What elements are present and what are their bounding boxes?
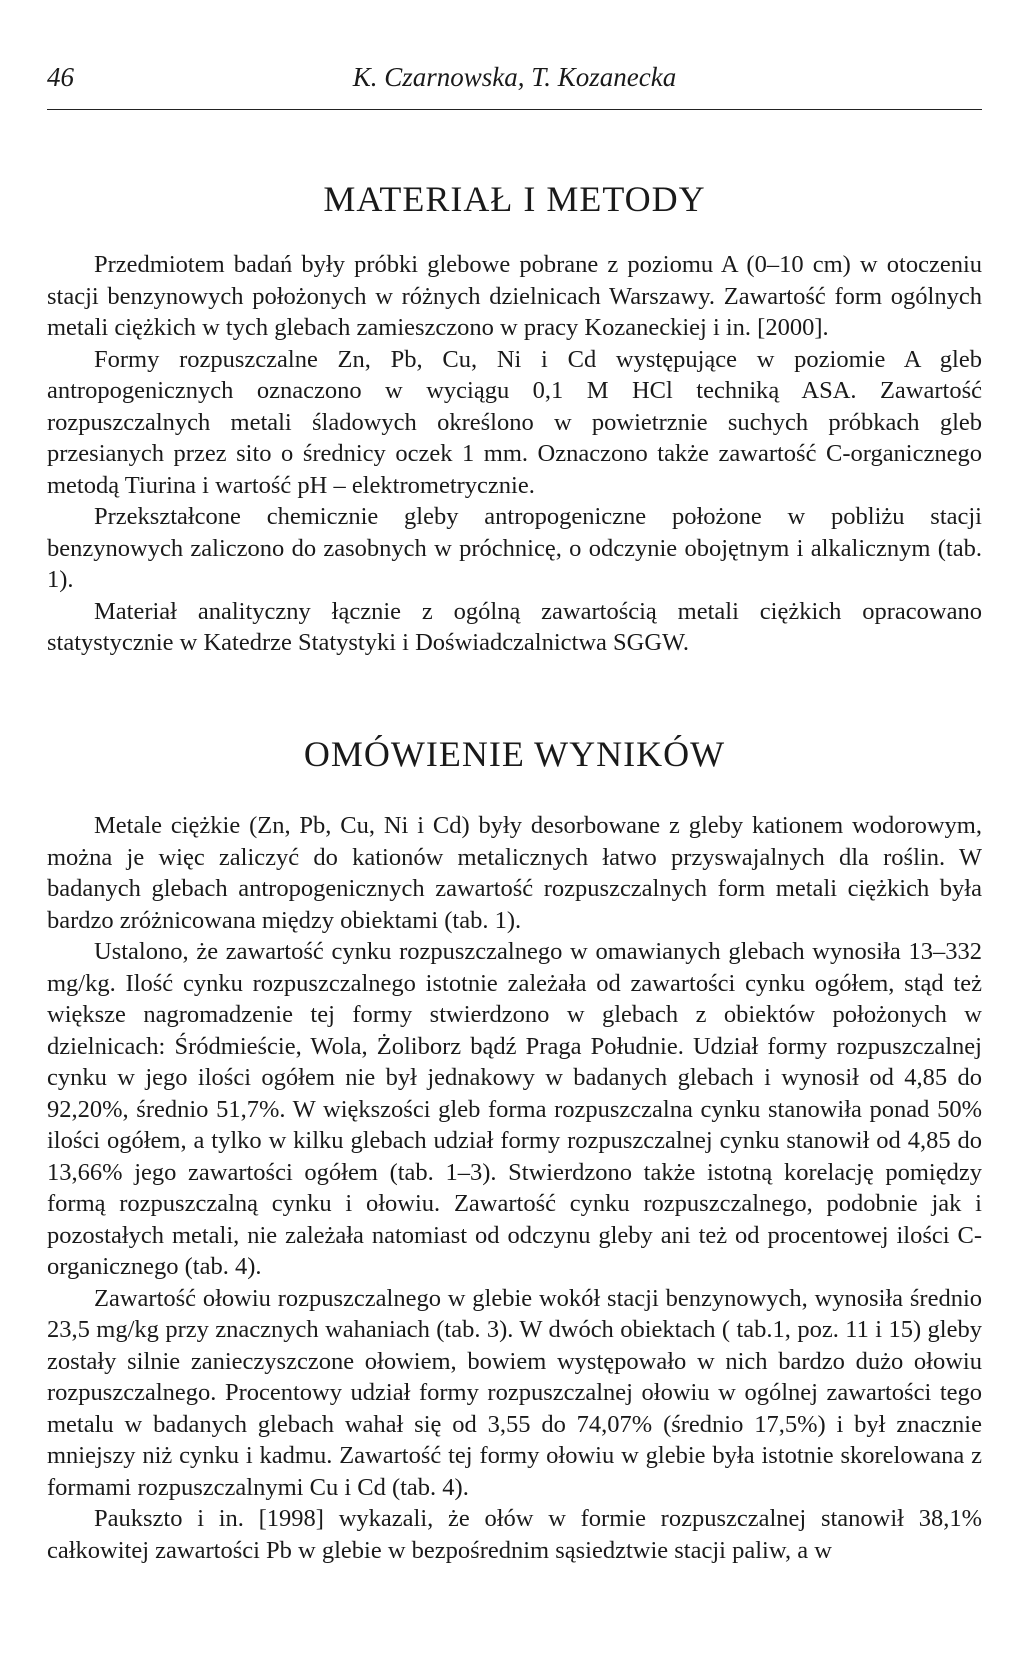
section-materials-methods	[47, 249, 982, 659]
paragraph: Paukszto i in. [1998] wykazali, że ołów w formie rozpuszczalnej stanowił 38,1% całkowitej zawartości Pb w glebie w bezpośrednim sąsiedztwie stacji paliw, a w	[47, 1505, 982, 1564]
paragraph: Formy rozpuszczalne Zn, Pb, Cu, Ni i Cd występujące w poziomie A gleb antropogenicznych oznaczono w wyciągu 0,1 M HCl techniką ASA. Zawartość rozpuszczalnych metali śladowych określono w powietrznie suchych próbkach gleb przesianych przez sito o średnicy oczek 1 mm. Oznaczono także zawartość C-organicznego metodą Tiurina i wartość pH – elektrometrycznie.	[47, 345, 982, 499]
paragraph: Przekształcone chemicznie gleby antropogeniczne położone w pobliżu stacji benzynowych zaliczono do zasobnych w próchnicę, o odczynie obojętnym i alkalicznym (tab. 1).	[47, 503, 982, 593]
paragraph: Ustalono, że zawartość cynku rozpuszczalnego w omawianych glebach wynosiła 13–332 mg/kg. Ilość cynku rozpuszczalnego istotnie zależała od zawartości cynku ogółem, stąd też większe nagromadzenie tej formy stwierdzono w glebach z obiektów położonych w dzielnicach: Śródmieście, Wola, Żoliborz bądź Praga Południe. Udział formy rozpuszczalnej cynku w jego ilości ogółem nie był jednakowy w badanych glebach i wynosił od 4,85 do 92,20%, średnio 51,7%. W większości gleb forma rozpuszczalna cynku stanowiła ponad 50% ilości ogółem, a tylko w kilku glebach udział formy rozpuszczalnej cynku stanowił od 4,85 do 13,66% jego zawartości ogółem (tab. 1–3). Stwierdzono także istotną korelację pomiędzy formą rozpuszczalną cynku i ołowiu. Zawartość cynku rozpuszczalnego, podobnie jak i pozostałych metali, nie zależała natomiast od odczynu gleby ani też od procentowej ilości C-organicznego (tab. 4).	[47, 938, 982, 1280]
header-rule	[47, 109, 982, 110]
section-title-results-discussion: OMÓWIENIE WYNIKÓW	[303, 734, 726, 774]
page-number: 46	[47, 62, 74, 92]
paragraph: Przedmiotem badań były próbki glebowe pobrane z poziomu A (0–10 cm) w otoczeniu stacji benzynowych położonych w różnych dzielnicach Warszawy. Zawartość form ogólnych metali ciężkich w tych glebach zamieszczono w pracy Kozaneckiej i in. [2000].	[47, 251, 982, 341]
paragraph: Metale ciężkie (Zn, Pb, Cu, Ni i Cd) były desorbowane z gleby kationem wodorowym, można je więc zaliczyć do kationów metalicznych łatwo przyswajalnych dla roślin. W badanych glebach antropogenicznych zawartość rozpuszczalnych form metali ciężkich była bardzo zróżnicowana między obiektami (tab. 1).	[47, 812, 982, 934]
section-title-materials-methods: MATERIAŁ I METODY	[323, 179, 706, 219]
running-header	[47, 62, 982, 102]
section-results-discussion	[47, 810, 982, 1566]
paragraph: Materiał analityczny łącznie z ogólną zawartością metali ciężkich opracowano statystycznie w Katedrze Statystyki i Doświadczalnictwa SGGW.	[47, 597, 982, 656]
running-head-authors: K. Czarnowska, T. Kozanecka	[352, 62, 677, 92]
paragraph: Zawartość ołowiu rozpuszczalnego w glebie wokół stacji benzynowych, wynosiła średnio 23,5 mg/kg przy znacznych wahaniach (tab. 3). W dwóch obiektach ( tab.1, poz. 11 i 15) gleby zostały silnie zanieczyszczone ołowiem, bowiem występowało w nich bardzo dużo ołowiu rozpuszczalnego. Procentowy udział formy rozpuszczalnej ołowiu w ogólnej zawartości tego metalu w badanych glebach wahał się od 3,55 do 74,07% (średnio 17,5%) i był znacznie mniejszy niż cynku i kadmu. Zawartość tej formy ołowiu w glebie była istotnie skorelowana z formami rozpuszczalnymi Cu i Cd (tab. 4).	[47, 1284, 982, 1501]
